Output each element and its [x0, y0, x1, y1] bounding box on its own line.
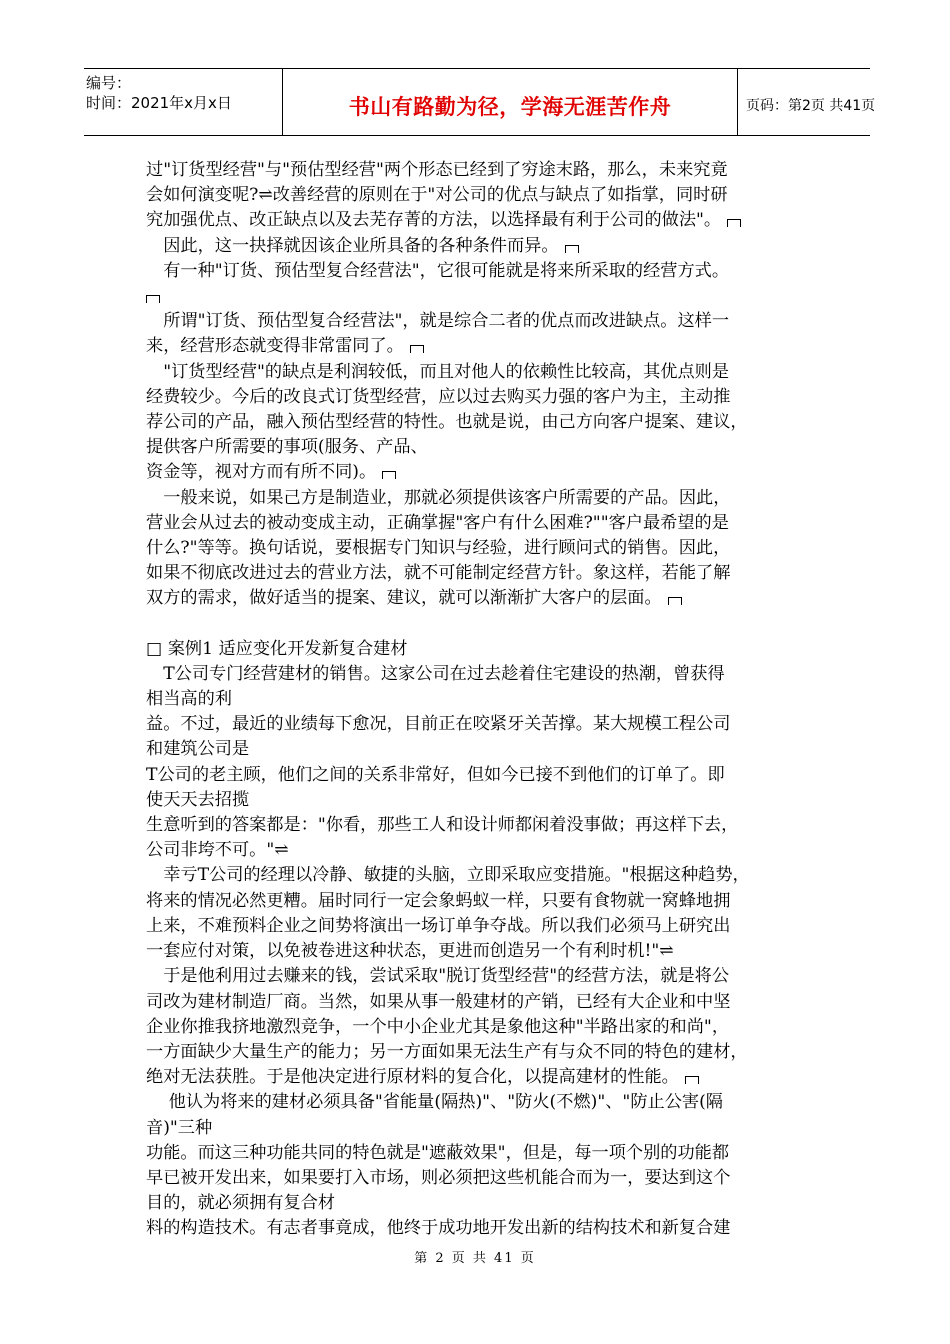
text-line: 于是他利用过去赚来的钱，尝试采取"脱订货型经营"的经营方法，就是将公 [146, 966, 730, 987]
text-line: 营业会从过去的被动变成主动，正确掌握"客户有什么困难?""客户最希望的是 [146, 512, 729, 533]
text-line: 荐公司的产品，融入预估型经营的特性。也就是说，由己方向客户提案、建议， [146, 412, 748, 433]
document-body [146, 158, 806, 1242]
text-line: 所谓"订货、预估型复合经营法"，就是综合二者的优点而改进缺点。这样一 [146, 311, 730, 332]
text-line: 什么?"等等。换句话说，要根据专门知识与经验，进行顾问式的销售。因此， [146, 538, 731, 559]
text-line: 幸亏T公司的经理以冷静、敏捷的头脑，立即采取应变措施。"根据这种趋势， [146, 865, 750, 886]
text-line: 功能。而这三种功能共同的特色就是"遮蔽效果"，但是，每一项个别的功能都 [146, 1142, 730, 1163]
document-time: 时间：2021年x月x日 [86, 94, 232, 112]
text-line: 和建筑公司是 [146, 739, 250, 760]
text-line: 提供客户所需要的事项(服务、产品、 [146, 437, 428, 458]
text-line: 司改为建材制造厂商。当然，如果从事一般建材的产销，已经有大企业和中坚 [146, 991, 731, 1012]
text-line: 早已被开发出来，如果要打入市场，则必须把这些机能合而为一，要达到这个 [146, 1167, 731, 1188]
text-line: 使天天去招揽 [146, 789, 250, 810]
text-line: 一方面缺少大量生产的能力；另一方面如果无法生产有与众不同的特色的建材， [146, 1041, 748, 1062]
text-line: 会如何演变呢?⇌改善经营的原则在于"对公司的优点与缺点了如指掌，同时研 [146, 185, 728, 206]
header-motto-cell [282, 69, 738, 135]
page-footer: 第 2 页 共 41 页 [414, 1251, 536, 1266]
page-header [84, 68, 876, 136]
text-line: 来，经营形态就变得非常雷同了。 [146, 334, 806, 359]
header-page-info: 页码：第2页 共41页 [746, 98, 876, 114]
text-line: T公司的老主顾，他们之间的关系非常好，但如今已接不到他们的订单了。即 [146, 764, 725, 785]
text-line: 究加强优点、改正缺点以及去芜存菁的方法，以选择最有利于公司的做法"。 [146, 208, 806, 233]
text-line: 企业你推我挤地激烈竞争，一个中小企业尤其是象他这种"半路出家的和尚"， [146, 1016, 730, 1037]
text-line: 资金等，视对方而有所不同)。 [146, 460, 806, 485]
text-line: 生意听到的答案都是："你看，那些工人和设计师都闲着没事做；再这样下去， [146, 815, 739, 836]
paragraph-mark-icon [565, 245, 579, 253]
paragraph-mark-icon [727, 219, 741, 227]
text-line [146, 284, 806, 309]
text-line: 如果不彻底改进过去的营业方法，就不可能制定经营方针。象这样，若能了解 [146, 563, 731, 584]
text-line: 一般来说，如果己方是制造业，那就必须提供该客户所需要的产品。因此， [146, 487, 731, 508]
paragraph-mark-icon [146, 295, 160, 303]
header-motto: 书山有路勤为径，学海无涯苦作舟 [348, 95, 672, 119]
text-line: 一套应付对策，以免被卷进这种状态，更进而创造另一个有利时机!"⇌ [146, 941, 674, 962]
text-line: 料的构造技术。有志者事竟成，他终于成功地开发出新的结构技术和新复合建 [146, 1218, 731, 1239]
header-meta [84, 69, 282, 135]
paragraph-mark-icon [382, 471, 396, 479]
paragraph-mark-icon [685, 1076, 699, 1084]
text-line: 目的，就必须拥有复合材 [146, 1193, 336, 1214]
text-line: 绝对无法获胜。于是他决定进行原材料的复合化，以提高建材的性能。 [146, 1065, 806, 1090]
text-line: 有一种"订货、预估型复合经营法"，它很可能就是将来所采取的经营方式。 [146, 260, 730, 281]
text-line: 经费较少。今后的改良式订货型经营，应以过去购买力强的客户为主，主动推 [146, 386, 731, 407]
text-line: 上来，不难预料企业之间势将演出一场订单争夺战。所以我们必须马上研究出 [146, 915, 731, 936]
document-number-label: 编号： [86, 74, 132, 92]
text-line: 过"订货型经营"与"预估型经营"两个形态已经到了穷途末路，那么，未来究竟 [146, 160, 728, 180]
text-line: 他认为将来的建材必须具备"省能量(隔热)"、"防火(不燃)"、"防止公害(隔 [146, 1092, 723, 1113]
text-line: 音)"三种 [146, 1117, 213, 1138]
text-line: 双方的需求，做好适当的提案、建议，就可以渐渐扩大客户的层面。 [146, 586, 806, 611]
text-line: 因此，这一抉择就因该企业所具备的各种条件而异。 [146, 234, 806, 259]
text-line: 公司非垮不可。"⇌ [146, 840, 289, 861]
text-line: T公司专门经营建材的销售。这家公司在过去趁着住宅建设的热潮，曾获得 [146, 663, 725, 684]
text-line: 将来的情况必然更糟。届时同行一定会象蚂蚁一样，只要有食物就一窝蜂地拥 [146, 890, 731, 911]
paragraph-mark-icon [410, 345, 424, 353]
paragraph-mark-icon [668, 597, 682, 605]
text-line: "订货型经营"的缺点是利润较低，而且对他人的依赖性比较高，其优点则是 [146, 361, 730, 382]
text-line: 相当高的利 [146, 689, 232, 710]
case-heading: □ 案例1 适应变化开发新复合建材 [146, 638, 408, 659]
text-line: 益。不过，最近的业绩每下愈况，目前正在咬紧牙关苦撑。某大规模工程公司 [146, 714, 731, 735]
